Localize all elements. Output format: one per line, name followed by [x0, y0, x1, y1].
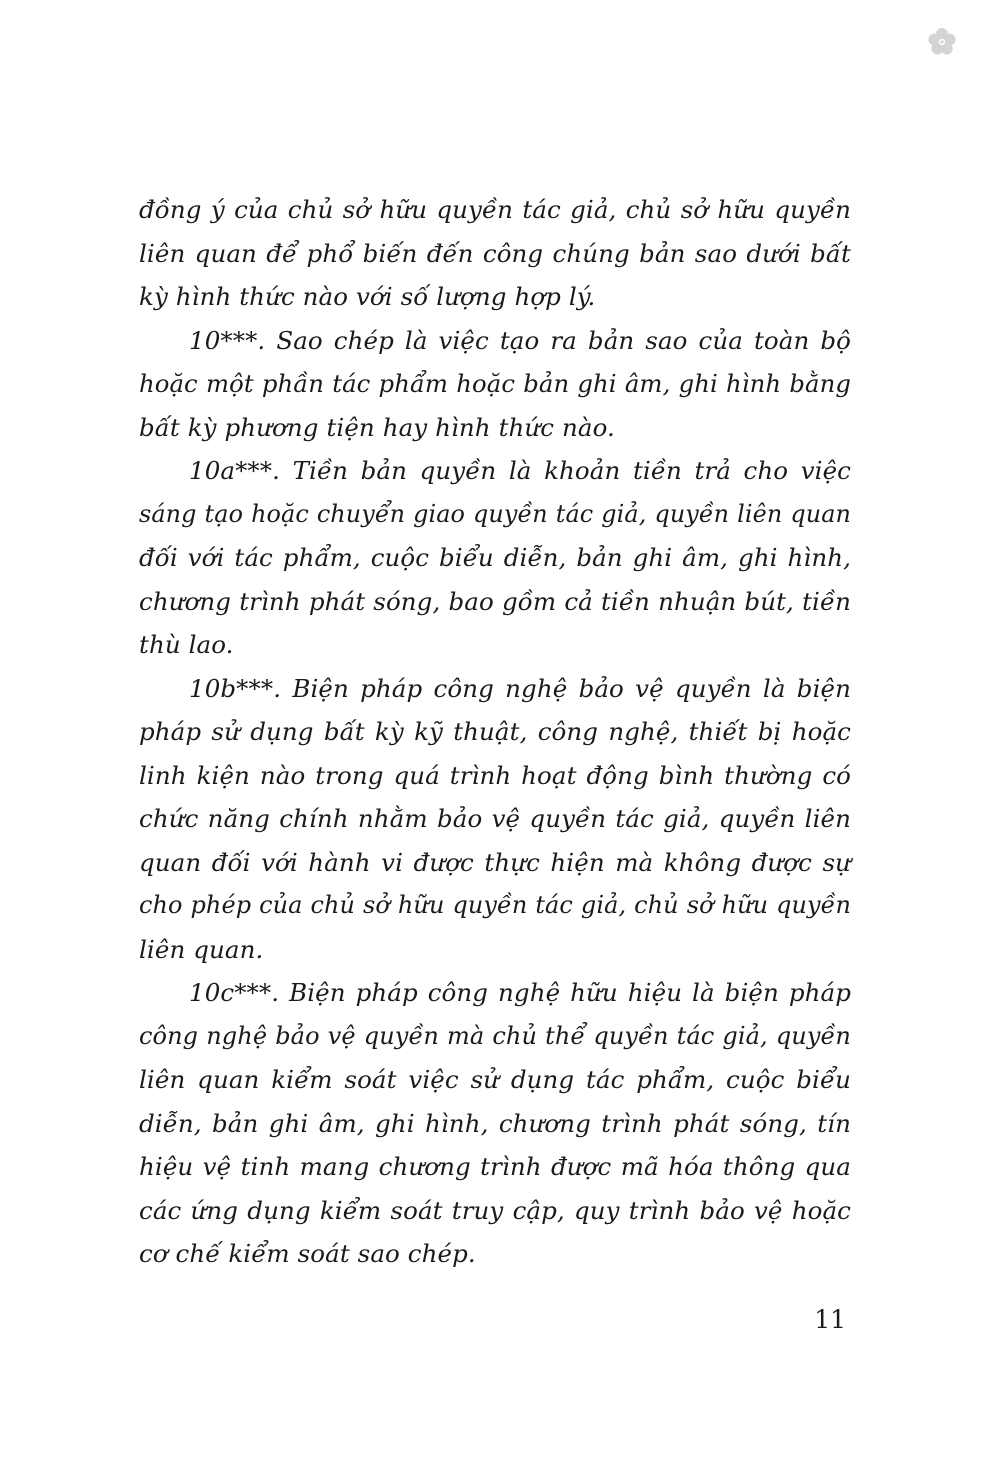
text-line: bất kỳ phương tiện hay hình thức nào. [139, 412, 615, 442]
text-line: quan đối với hành vi được thực hiện mà không được sự [139, 847, 851, 877]
body-text [139, 188, 851, 1276]
text-line: hoặc một phần tác phẩm hoặc bản ghi âm, ghi hình bằng [139, 369, 851, 398]
page-number: 11 [814, 1305, 846, 1334]
text-line: cho phép của chủ sở hữu quyền tác giả, chủ sở hữu quyền [139, 891, 851, 919]
text-line: sáng tạo hoặc chuyển giao quyền tác giả, quyền liên quan [139, 499, 851, 528]
paragraph [139, 319, 851, 450]
text-line: diễn, bản ghi âm, ghi hình, chương trình phát sóng, tín [139, 1108, 851, 1138]
paragraph [139, 449, 851, 667]
text-line: công nghệ bảo vệ quyền mà chủ thể quyền tác giả, quyền [139, 1021, 851, 1050]
text-line: pháp sử dụng bất kỳ kỹ thuật, công nghệ, thiết bị hoặc [139, 717, 851, 746]
text-line: cơ chế kiểm soát sao chép. [139, 1239, 476, 1268]
text-line: 10c***. Biện pháp công nghệ hữu hiệu là biện pháp [189, 978, 851, 1007]
paragraph [139, 188, 851, 319]
flower-ornament-icon [926, 26, 958, 58]
text-line: chương trình phát sóng, bao gồm cả tiền nhuận bút, tiền [139, 586, 851, 616]
text-line: đồng ý của chủ sở hữu quyền tác giả, chủ sở hữu quyền [139, 195, 851, 224]
text-line: linh kiện nào trong quá trình hoạt động bình thường có [139, 760, 851, 790]
text-line: thù lao. [139, 630, 234, 659]
text-line: liên quan để phổ biến đến công chúng bản sao dưới bất [139, 238, 851, 268]
paragraph [139, 971, 851, 1276]
text-line: 10***. Sao chép là việc tạo ra bản sao của toàn bộ [189, 325, 851, 355]
text-line: chức năng chính nhằm bảo vệ quyền tác giả, quyền liên [139, 804, 851, 833]
text-line: đối với tác phẩm, cuộc biểu diễn, bản ghi âm, ghi hình, [139, 543, 851, 572]
text-line: các ứng dụng kiểm soát truy cập, quy trình bảo vệ hoặc [139, 1195, 851, 1225]
text-line: 10b***. Biện pháp công nghệ bảo vệ quyền là biện [189, 673, 851, 703]
text-line: liên quan kiểm soát việc sử dụng tác phẩm, cuộc biểu [139, 1065, 851, 1094]
text-line: 10a***. Tiền bản quyền là khoản tiền trả cho việc [189, 456, 851, 485]
text-line: kỳ hình thức nào với số lượng hợp lý. [139, 282, 596, 311]
text-line: hiệu vệ tinh mang chương trình được mã hóa thông qua [139, 1152, 851, 1181]
paragraph [139, 667, 851, 972]
text-line: liên quan. [139, 934, 264, 964]
